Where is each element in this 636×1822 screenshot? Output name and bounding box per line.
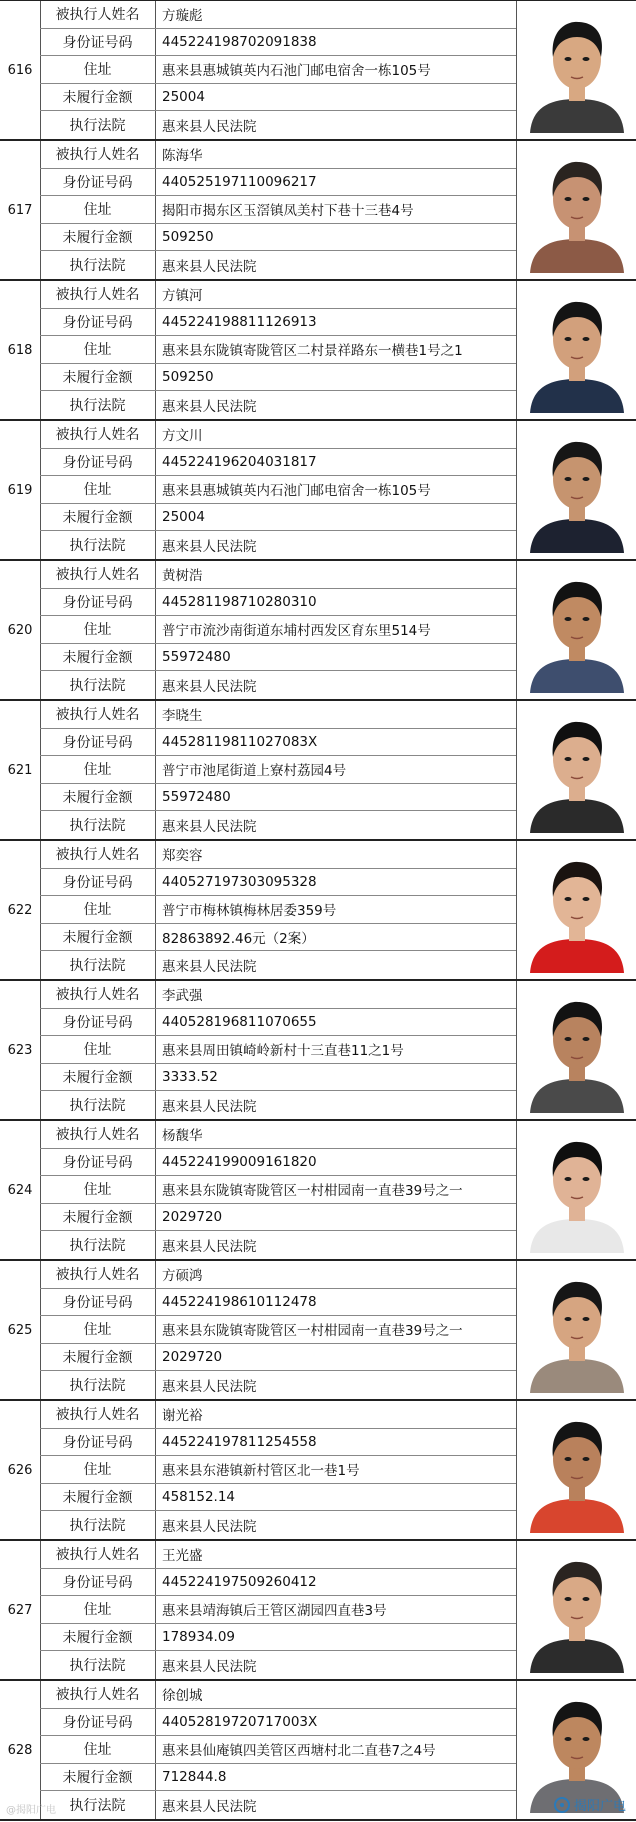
record-fields <box>40 1401 516 1539</box>
field-value-id: 445224199009161820 <box>162 1153 317 1170</box>
record-number: 627 <box>0 1541 41 1679</box>
field-row-name <box>40 1541 516 1569</box>
record-fields <box>40 281 516 419</box>
field-label-name: 被执行人姓名 <box>40 421 156 448</box>
field-row-name <box>40 981 516 1009</box>
field-value-court: 惠来县人民法院 <box>162 1099 257 1116</box>
record-number: 628 <box>0 1681 41 1819</box>
field-value-id: 440525197110096217 <box>162 173 317 190</box>
record-number: 619 <box>0 421 41 559</box>
field-value-name: 方璇彪 <box>162 8 203 25</box>
field-value-court: 惠来县人民法院 <box>162 399 257 416</box>
field-value-id: 440528196811070655 <box>162 1013 317 1030</box>
field-row-id <box>40 589 516 617</box>
field-row-name <box>40 561 516 589</box>
field-row-amount <box>40 84 516 112</box>
wechat-icon <box>554 1797 570 1813</box>
record-number: 616 <box>0 1 41 139</box>
field-label-id: 身份证号码 <box>40 1009 156 1036</box>
portrait-photo <box>528 987 626 1113</box>
field-row-amount <box>40 1484 516 1512</box>
field-row-amount <box>40 924 516 952</box>
field-value-id: 445224198702091838 <box>162 33 317 50</box>
field-label-court: 执行法院 <box>40 951 156 979</box>
field-value-name: 杨馥华 <box>162 1128 203 1145</box>
field-label-name: 被执行人姓名 <box>40 1121 156 1148</box>
record-fields <box>40 1261 516 1399</box>
field-label-address: 住址 <box>40 1596 156 1623</box>
field-row-court <box>40 811 516 839</box>
field-label-id: 身份证号码 <box>40 869 156 896</box>
portrait-photo <box>528 427 626 553</box>
field-value-court: 惠来县人民法院 <box>162 819 257 836</box>
field-row-address <box>40 1736 516 1764</box>
photo-cell <box>516 1541 636 1679</box>
field-row-address <box>40 1036 516 1064</box>
field-row-id <box>40 1289 516 1317</box>
field-row-court <box>40 1371 516 1399</box>
field-value-amount: 3333.52 <box>162 1069 218 1086</box>
field-row-id <box>40 449 516 477</box>
debtor-record <box>0 1681 636 1821</box>
field-label-court: 执行法院 <box>40 1791 156 1819</box>
field-row-amount <box>40 644 516 672</box>
field-value-court: 惠来县人民法院 <box>162 1519 257 1536</box>
portrait-photo <box>528 1407 626 1533</box>
field-label-name: 被执行人姓名 <box>40 701 156 728</box>
field-value-amount: 509250 <box>162 369 214 386</box>
field-row-amount <box>40 364 516 392</box>
field-label-name: 被执行人姓名 <box>40 1681 156 1708</box>
field-row-id <box>40 1009 516 1037</box>
field-value-address: 惠来县东陇镇寄陇管区二村景祥路东一横巷1号之1 <box>162 343 463 360</box>
field-row-name <box>40 701 516 729</box>
field-value-amount: 25004 <box>162 89 205 106</box>
field-row-name <box>40 141 516 169</box>
field-label-name: 被执行人姓名 <box>40 841 156 868</box>
field-label-amount: 未履行金额 <box>40 224 156 251</box>
record-fields <box>40 421 516 559</box>
field-label-id: 身份证号码 <box>40 309 156 336</box>
field-value-id: 445224197509260412 <box>162 1573 317 1590</box>
field-row-name <box>40 1261 516 1289</box>
field-value-name: 方硕鸿 <box>162 1268 203 1285</box>
field-row-name <box>40 1 516 29</box>
field-value-court: 惠来县人民法院 <box>162 1379 257 1396</box>
field-label-court: 执行法院 <box>40 1231 156 1259</box>
debtor-record <box>0 141 636 281</box>
field-value-address: 惠来县东港镇新村管区北一巷1号 <box>162 1463 360 1480</box>
field-row-name <box>40 1401 516 1429</box>
field-label-court: 执行法院 <box>40 111 156 139</box>
field-value-amount: 55972480 <box>162 649 231 666</box>
field-value-address: 普宁市池尾街道上寮村荔园4号 <box>162 763 347 780</box>
debtor-record <box>0 1 636 141</box>
field-label-court: 执行法院 <box>40 811 156 839</box>
field-label-court: 执行法院 <box>40 1091 156 1119</box>
field-value-amount: 55972480 <box>162 789 231 806</box>
field-value-address: 普宁市梅林镇梅林居委359号 <box>162 903 337 920</box>
field-row-court <box>40 111 516 139</box>
photo-cell <box>516 701 636 839</box>
record-number: 625 <box>0 1261 41 1399</box>
field-row-court <box>40 1231 516 1259</box>
field-value-court: 惠来县人民法院 <box>162 679 257 696</box>
field-value-address: 普宁市流沙南街道东埔村西发区育东里514号 <box>162 623 431 640</box>
field-value-name: 谢光裕 <box>162 1408 203 1425</box>
field-value-id: 445224196204031817 <box>162 453 317 470</box>
field-value-court: 惠来县人民法院 <box>162 1799 257 1816</box>
record-fields <box>40 141 516 279</box>
photo-cell <box>516 1401 636 1539</box>
field-row-amount <box>40 1764 516 1792</box>
field-row-id <box>40 869 516 897</box>
field-value-address: 惠来县东陇镇寄陇管区一村柑园南一直巷39号之一 <box>162 1183 463 1200</box>
debtor-record <box>0 1401 636 1541</box>
field-value-amount: 25004 <box>162 509 205 526</box>
photo-cell <box>516 981 636 1119</box>
field-row-address <box>40 196 516 224</box>
record-number: 620 <box>0 561 41 699</box>
record-number: 623 <box>0 981 41 1119</box>
photo-cell <box>516 141 636 279</box>
field-row-name <box>40 1681 516 1709</box>
field-label-name: 被执行人姓名 <box>40 281 156 308</box>
portrait-photo <box>528 1267 626 1393</box>
watermark-corner: @揭阳广电 <box>6 1805 56 1816</box>
field-label-amount: 未履行金额 <box>40 364 156 391</box>
field-label-id: 身份证号码 <box>40 1709 156 1736</box>
field-label-court: 执行法院 <box>40 671 156 699</box>
field-row-amount <box>40 784 516 812</box>
field-label-id: 身份证号码 <box>40 589 156 616</box>
debtor-record <box>0 281 636 421</box>
field-label-court: 执行法院 <box>40 251 156 279</box>
field-label-amount: 未履行金额 <box>40 1764 156 1791</box>
field-label-address: 住址 <box>40 756 156 783</box>
record-fields <box>40 841 516 979</box>
field-value-id: 44528119811027083X <box>162 733 318 750</box>
field-row-address <box>40 616 516 644</box>
field-label-address: 住址 <box>40 896 156 923</box>
field-value-court: 惠来县人民法院 <box>162 1659 257 1676</box>
field-label-address: 住址 <box>40 1456 156 1483</box>
record-number: 624 <box>0 1121 41 1259</box>
record-number: 622 <box>0 841 41 979</box>
field-label-court: 执行法院 <box>40 1651 156 1679</box>
field-value-address: 惠来县惠城镇英内石池门邮电宿舍一栋105号 <box>162 63 431 80</box>
field-label-amount: 未履行金额 <box>40 924 156 951</box>
field-label-court: 执行法院 <box>40 531 156 559</box>
field-label-name: 被执行人姓名 <box>40 561 156 588</box>
record-fields <box>40 1681 516 1819</box>
field-label-court: 执行法院 <box>40 1511 156 1539</box>
field-value-address: 惠来县仙庵镇四美管区西塘村北二直巷7之4号 <box>162 1743 436 1760</box>
record-fields <box>40 1121 516 1259</box>
field-label-id: 身份证号码 <box>40 29 156 56</box>
field-row-address <box>40 896 516 924</box>
field-label-amount: 未履行金额 <box>40 1624 156 1651</box>
portrait-photo <box>528 567 626 693</box>
field-label-address: 住址 <box>40 1176 156 1203</box>
record-number: 621 <box>0 701 41 839</box>
field-value-address: 惠来县周田镇崎岭新村十三直巷11之1号 <box>162 1043 404 1060</box>
field-row-amount <box>40 224 516 252</box>
field-row-court <box>40 671 516 699</box>
field-label-name: 被执行人姓名 <box>40 1401 156 1428</box>
field-label-address: 住址 <box>40 616 156 643</box>
field-label-amount: 未履行金额 <box>40 1064 156 1091</box>
field-value-id: 445224197811254558 <box>162 1433 317 1450</box>
debtor-record <box>0 981 636 1121</box>
field-row-court <box>40 1651 516 1679</box>
debtor-record <box>0 841 636 981</box>
record-fields <box>40 1 516 139</box>
field-value-address: 惠来县靖海镇后王管区湖园四直巷3号 <box>162 1603 387 1620</box>
field-row-id <box>40 169 516 197</box>
portrait-photo <box>528 7 626 133</box>
field-label-id: 身份证号码 <box>40 1149 156 1176</box>
field-row-court <box>40 1511 516 1539</box>
portrait-photo <box>528 1547 626 1673</box>
portrait-photo <box>528 1127 626 1253</box>
field-label-id: 身份证号码 <box>40 449 156 476</box>
field-label-id: 身份证号码 <box>40 1429 156 1456</box>
field-row-address <box>40 336 516 364</box>
field-label-amount: 未履行金额 <box>40 784 156 811</box>
field-label-amount: 未履行金额 <box>40 504 156 531</box>
field-row-court <box>40 531 516 559</box>
watermark-text: 揭阳广电 <box>573 1799 626 1814</box>
field-value-amount: 2029720 <box>162 1349 223 1366</box>
photo-cell <box>516 1 636 139</box>
field-value-id: 445224198610112478 <box>162 1293 317 1310</box>
field-label-name: 被执行人姓名 <box>40 1 156 28</box>
debtor-record <box>0 561 636 701</box>
photo-cell <box>516 1261 636 1399</box>
field-row-id <box>40 309 516 337</box>
field-label-address: 住址 <box>40 476 156 503</box>
field-label-name: 被执行人姓名 <box>40 1541 156 1568</box>
field-value-name: 黄树浩 <box>162 568 203 585</box>
record-number: 617 <box>0 141 41 279</box>
photo-cell <box>516 281 636 419</box>
field-value-address: 揭阳市揭东区玉滘镇凤美村下巷十三巷4号 <box>162 203 414 220</box>
field-value-court: 惠来县人民法院 <box>162 539 257 556</box>
field-row-id <box>40 729 516 757</box>
field-value-amount: 712844.8 <box>162 1769 227 1786</box>
field-value-amount: 2029720 <box>162 1209 223 1226</box>
portrait-photo <box>528 287 626 413</box>
portrait-photo <box>528 147 626 273</box>
debtor-record <box>0 421 636 561</box>
field-row-court <box>40 391 516 419</box>
field-row-address <box>40 476 516 504</box>
photo-cell <box>516 841 636 979</box>
field-label-address: 住址 <box>40 1316 156 1343</box>
field-value-name: 李晓生 <box>162 708 203 725</box>
field-label-amount: 未履行金额 <box>40 84 156 111</box>
field-value-name: 王光盛 <box>162 1548 203 1565</box>
field-row-amount <box>40 1344 516 1372</box>
portrait-photo <box>528 847 626 973</box>
field-row-amount <box>40 1204 516 1232</box>
field-value-name: 方镇河 <box>162 288 203 305</box>
debtor-record <box>0 1121 636 1261</box>
field-row-court <box>40 1091 516 1119</box>
field-value-court: 惠来县人民法院 <box>162 959 257 976</box>
field-value-amount: 458152.14 <box>162 1489 236 1506</box>
field-label-court: 执行法院 <box>40 1371 156 1399</box>
field-value-court: 惠来县人民法院 <box>162 259 257 276</box>
field-row-amount <box>40 1624 516 1652</box>
field-label-name: 被执行人姓名 <box>40 141 156 168</box>
field-row-address <box>40 1176 516 1204</box>
field-label-address: 住址 <box>40 1036 156 1063</box>
field-value-id: 44052819720717003X <box>162 1713 318 1730</box>
record-number: 626 <box>0 1401 41 1539</box>
field-value-id: 445224198811126913 <box>162 313 317 330</box>
field-row-court <box>40 251 516 279</box>
field-value-amount: 509250 <box>162 229 214 246</box>
field-label-address: 住址 <box>40 1736 156 1763</box>
field-row-amount <box>40 504 516 532</box>
field-row-address <box>40 756 516 784</box>
field-value-id: 440527197303095328 <box>162 873 317 890</box>
field-row-name <box>40 421 516 449</box>
field-row-id <box>40 1709 516 1737</box>
record-number: 618 <box>0 281 41 419</box>
field-label-id: 身份证号码 <box>40 169 156 196</box>
photo-cell <box>516 1121 636 1259</box>
field-value-name: 郑奕容 <box>162 848 203 865</box>
field-row-court <box>40 1791 516 1819</box>
field-row-address <box>40 1456 516 1484</box>
record-fields <box>40 1541 516 1679</box>
field-value-court: 惠来县人民法院 <box>162 1239 257 1256</box>
field-value-name: 徐创城 <box>162 1688 203 1705</box>
record-fields <box>40 981 516 1119</box>
field-label-id: 身份证号码 <box>40 1289 156 1316</box>
field-label-amount: 未履行金额 <box>40 1344 156 1371</box>
photo-cell <box>516 421 636 559</box>
field-row-address <box>40 1316 516 1344</box>
field-row-id <box>40 1149 516 1177</box>
field-row-name <box>40 841 516 869</box>
field-row-id <box>40 1569 516 1597</box>
field-value-id: 445281198710280310 <box>162 593 317 610</box>
field-value-address: 惠来县惠城镇英内石池门邮电宿舍一栋105号 <box>162 483 431 500</box>
photo-cell <box>516 561 636 699</box>
field-value-amount: 178934.09 <box>162 1629 236 1646</box>
field-row-id <box>40 29 516 57</box>
field-value-name: 陈海华 <box>162 148 203 165</box>
debtor-record <box>0 701 636 841</box>
debtor-record <box>0 1541 636 1681</box>
field-label-court: 执行法院 <box>40 391 156 419</box>
field-value-amount: 82863892.46元（2案） <box>162 931 315 948</box>
field-value-name: 方文川 <box>162 428 203 445</box>
field-row-amount <box>40 1064 516 1092</box>
field-label-address: 住址 <box>40 336 156 363</box>
field-row-court <box>40 951 516 979</box>
field-label-amount: 未履行金额 <box>40 1484 156 1511</box>
field-row-name <box>40 1121 516 1149</box>
portrait-photo <box>528 707 626 833</box>
field-label-id: 身份证号码 <box>40 1569 156 1596</box>
field-label-address: 住址 <box>40 196 156 223</box>
record-fields <box>40 701 516 839</box>
field-label-name: 被执行人姓名 <box>40 981 156 1008</box>
watermark-brand <box>554 1795 626 1814</box>
debtor-record <box>0 1261 636 1401</box>
field-label-amount: 未履行金额 <box>40 1204 156 1231</box>
field-value-address: 惠来县东陇镇寄陇管区一村柑园南一直巷39号之一 <box>162 1323 463 1340</box>
field-label-name: 被执行人姓名 <box>40 1261 156 1288</box>
field-row-name <box>40 281 516 309</box>
field-row-address <box>40 56 516 84</box>
field-label-amount: 未履行金额 <box>40 644 156 671</box>
field-value-name: 李武强 <box>162 988 203 1005</box>
field-value-court: 惠来县人民法院 <box>162 119 257 136</box>
field-label-id: 身份证号码 <box>40 729 156 756</box>
field-row-id <box>40 1429 516 1457</box>
field-label-address: 住址 <box>40 56 156 83</box>
field-row-address <box>40 1596 516 1624</box>
record-fields <box>40 561 516 699</box>
